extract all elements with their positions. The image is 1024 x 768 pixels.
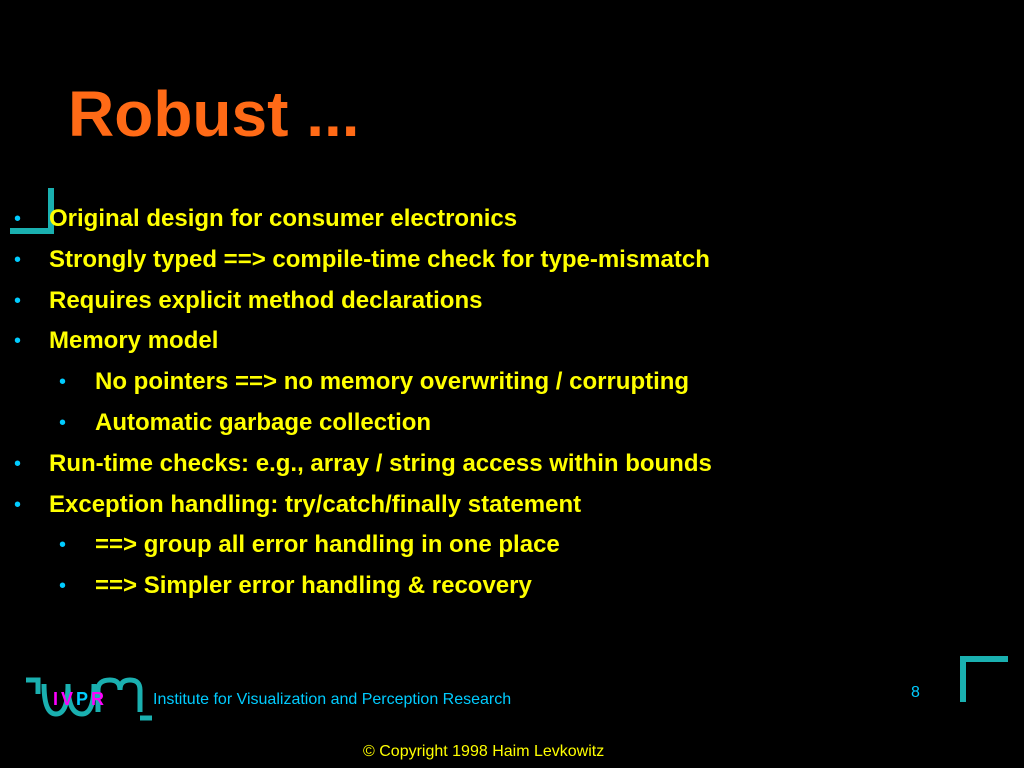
bullet-marker-icon: • bbox=[14, 493, 22, 516]
bullet-item bbox=[0, 489, 712, 530]
bullet-marker-icon: • bbox=[14, 289, 22, 312]
page-number: 8 bbox=[911, 684, 920, 701]
bullet-text: Memory model bbox=[49, 327, 219, 355]
bullet-marker-icon: • bbox=[59, 534, 67, 557]
bullet-text: Strongly typed ==> compile-time check for type-mismatch bbox=[49, 245, 710, 273]
institute-name: Institute for Visualization and Perception Research bbox=[153, 691, 512, 708]
bullet-list bbox=[0, 203, 712, 611]
bullet-marker-icon: • bbox=[59, 575, 67, 598]
bullet-marker-icon: • bbox=[14, 330, 22, 353]
bullet-text: Requires explicit method declarations bbox=[49, 286, 483, 314]
logo-letter-p: P bbox=[76, 689, 92, 709]
bullet-text: No pointers ==> no memory overwriting / corrupting bbox=[95, 368, 690, 396]
logo-letter-i: I bbox=[53, 689, 62, 709]
slide-title: Robust ... bbox=[68, 78, 360, 150]
bullet-item bbox=[0, 448, 712, 489]
logo-letters bbox=[53, 688, 107, 710]
sub-bullet-item bbox=[0, 366, 712, 407]
sub-bullet-item bbox=[0, 570, 712, 611]
corner-bracket-bottom-right bbox=[958, 654, 1010, 706]
bullet-text: Exception handling: try/catch/finally statement bbox=[49, 490, 582, 518]
bullet-text: ==> group all error handling in one place bbox=[95, 531, 560, 559]
sub-bullet-item bbox=[0, 407, 712, 448]
bullet-marker-icon: • bbox=[14, 208, 22, 230]
copyright-notice: © Copyright 1998 Haim Levkowitz bbox=[363, 743, 605, 760]
logo-letter-v: V bbox=[61, 689, 77, 709]
bullet-item bbox=[0, 203, 712, 244]
bullet-text: Automatic garbage collection bbox=[95, 408, 432, 436]
bullet-marker-icon: • bbox=[59, 411, 67, 434]
bullet-marker-icon: • bbox=[14, 248, 22, 271]
logo-letter-r: R bbox=[91, 689, 108, 709]
sub-bullet-item bbox=[0, 529, 712, 570]
bullet-text: Run-time checks: e.g., array / string access within bounds bbox=[49, 449, 712, 477]
bullet-item bbox=[0, 285, 712, 326]
bullet-marker-icon: • bbox=[59, 371, 67, 394]
bullet-item bbox=[0, 325, 712, 366]
bullet-marker-icon: • bbox=[14, 452, 22, 475]
bullet-item bbox=[0, 244, 712, 285]
bullet-text: ==> Simpler error handling & recovery bbox=[95, 572, 532, 600]
bullet-text: Original design for consumer electronics bbox=[49, 205, 518, 232]
